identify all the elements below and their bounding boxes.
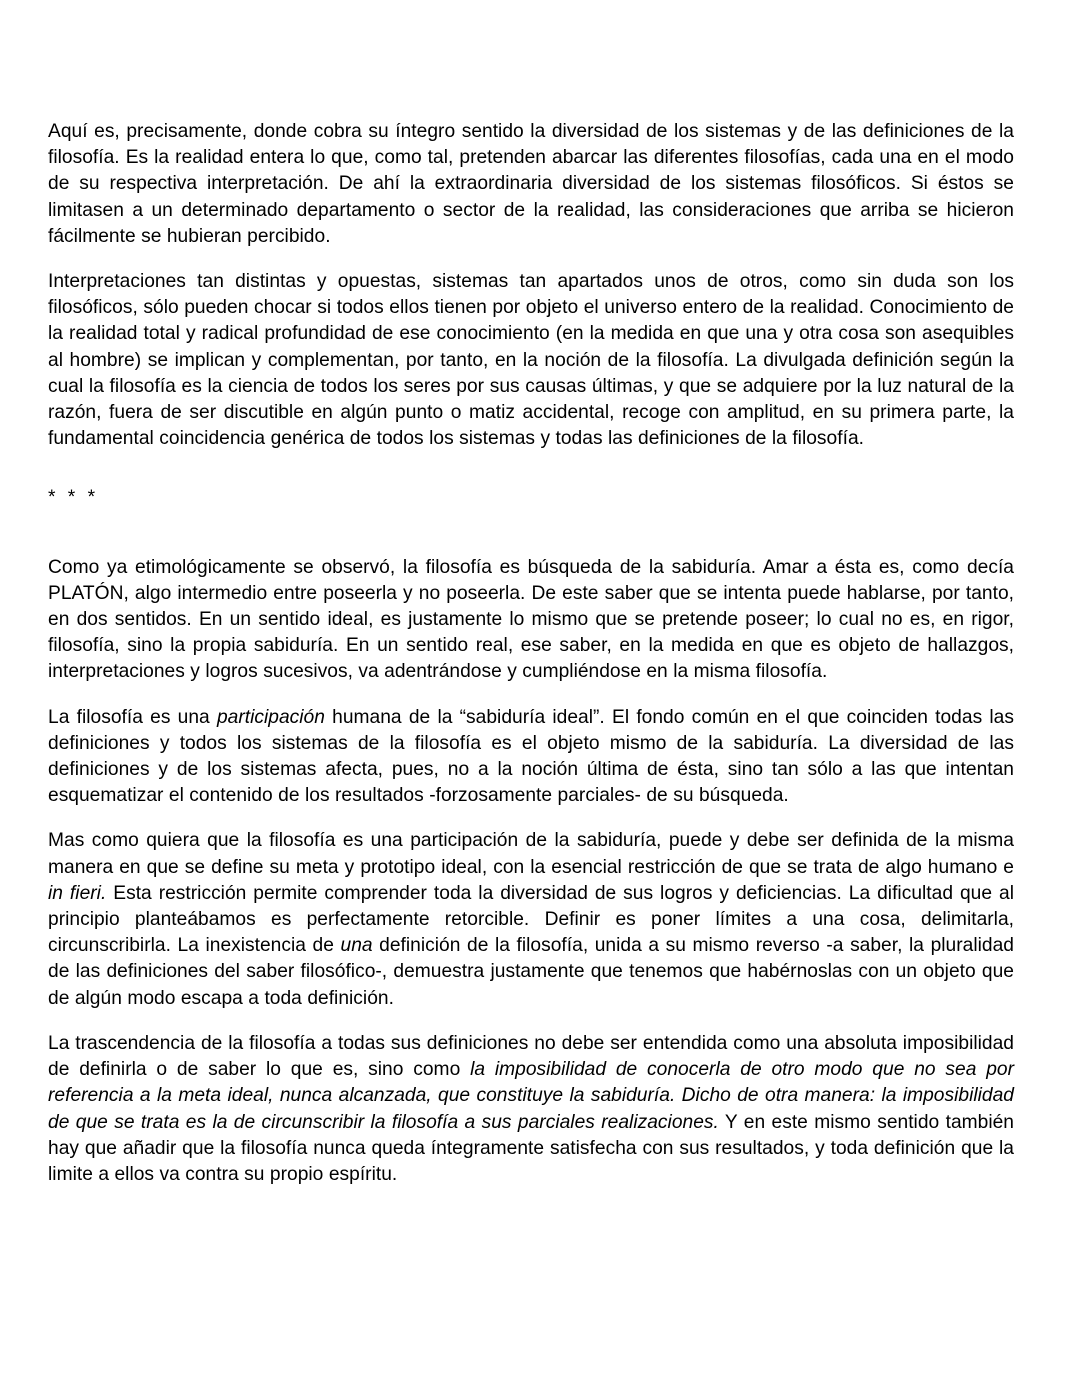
run-text: La filosofía es una (48, 706, 217, 728)
run-text: Esta restricción permite comprender toda la diversidad de sus logros y deficiencias. La dificultad que al principio planteábamos es perfectamente retorcible. Definir es poner límites a una cosa, delimitarla, circunscribirla. La inexistencia de (48, 882, 1014, 957)
paragraph-5 (48, 828, 1014, 1011)
paragraph-2: Interpretaciones tan distintas y opuestas, sistemas tan apartados unos de otros, como sin duda son los filosóficos, sólo pueden chocar si todos ellos tienen por objeto el universo entero de la realidad. Conocimiento de la realidad total y radical profundidad de ese conocimiento (en la medida en que una y otra cosa son asequibles al hombre) se implican y complementan, por tanto, en la noción de la filosofía. La divulgada definición según la cual la filosofía es la ciencia de todos los seres por sus causas últimas, y que se adquiere por la luz natural de la razón, fuera de ser discutible en algún punto o matiz accidental, recoge con amplitud, en su primera parte, la fundamental coincidencia genérica de todos los sistemas y todas las definiciones de la filosofía. (48, 271, 1014, 450)
run-text: La trascendencia de la filosofía a todas sus definiciones no debe ser entendida como una absoluta imposibilidad de definirla o de saber lo que es, sino como (48, 1032, 1014, 1081)
run-text: Y en este mismo sentido también hay que añadir que la filosofía nunca queda íntegramente satisfecha con sus resultados, y toda definición que la limite a ellos va contra su propio espíritu. (48, 1111, 1014, 1185)
paragraph-4 (48, 705, 1014, 810)
separator-spacer-bottom (48, 531, 1014, 555)
emphasis-participacion: participación (216, 706, 325, 728)
asterisk-separator: * * * (48, 487, 99, 509)
paragraph-3: Como ya etimológicamente se observó, la filosofía es búsqueda de la sabiduría. Amar a ésta es, como decía PLATÓN, algo intermedio entre poseerla y no poseerla. De este saber que se intenta puede hablarse, por tanto, en dos sentidos. En un sentido ideal, es justamente lo mismo que se pretende poseer; lo cual no es, en rigor, filosofía, sino la propia sabiduría. En un sentido real, ese saber, en la medida en que es objeto de hallazgos, interpretaciones y logros sucesivos, va adentrándose y cumpliéndose en la misma filosofía. (48, 556, 1014, 683)
emphasis-imposibilidad-passage: la imposibilidad de conocerla de otro modo que no sea por referencia a la meta ideal, nunca alcanzada, que constituye la sabiduría. Dicho de otra manera: la imposibilidad de que se trata es la de circunscribir la filosofía a sus parciales realizaciones. (48, 1059, 1014, 1133)
emphasis-in-fieri: in fieri. (48, 882, 107, 904)
run-text: humana de la “sabiduría ideal”. El fondo común en el que coinciden todas las definiciones y todos los sistemas de la filosofía es el objeto mismo de la sabiduría. La diversidad de las definiciones y de los sistemas afecta, pues, no a la noción última de ésta, sino tan sólo a las que intentan esquematizar el contenido de los resultados -forzosamente parciales- de su búsqueda. (48, 706, 1014, 807)
separator-spacer-top (48, 471, 1014, 485)
emphasis-una: una (340, 935, 373, 957)
run-text: definición de la filosofía, unida a su mismo reverso -a saber, la pluralidad de las definiciones del saber filosófico-, demuestra justamente que tenemos que habérnoslas con un objeto que de algún modo escapa a toda definición. (48, 935, 1014, 1009)
paragraph-6 (48, 1031, 1014, 1188)
document-text-column (48, 119, 1014, 1188)
paragraph-1: Aquí es, precisamente, donde cobra su íntegro sentido la diversidad de los sistemas y de las definiciones de la filosofía. Es la realidad entera lo que, como tal, pretenden abarcar las diferentes filosofías, cada una en el modo de su respectiva interpretación. De ahí la extraordinaria diversidad de los sistemas filosóficos. Si éstos se limitasen a un determinado departamento o sector de la realidad, las consideraciones que arriba se hicieron fácilmente se hubieran percibido. (48, 121, 1014, 247)
run-text: Mas como quiera que la filosofía es una participación de la sabiduría, puede y debe ser definida de la misma manera en que se define su meta y prototipo ideal, con la esencial restricción de que se trata de algo humano e (48, 830, 1014, 878)
